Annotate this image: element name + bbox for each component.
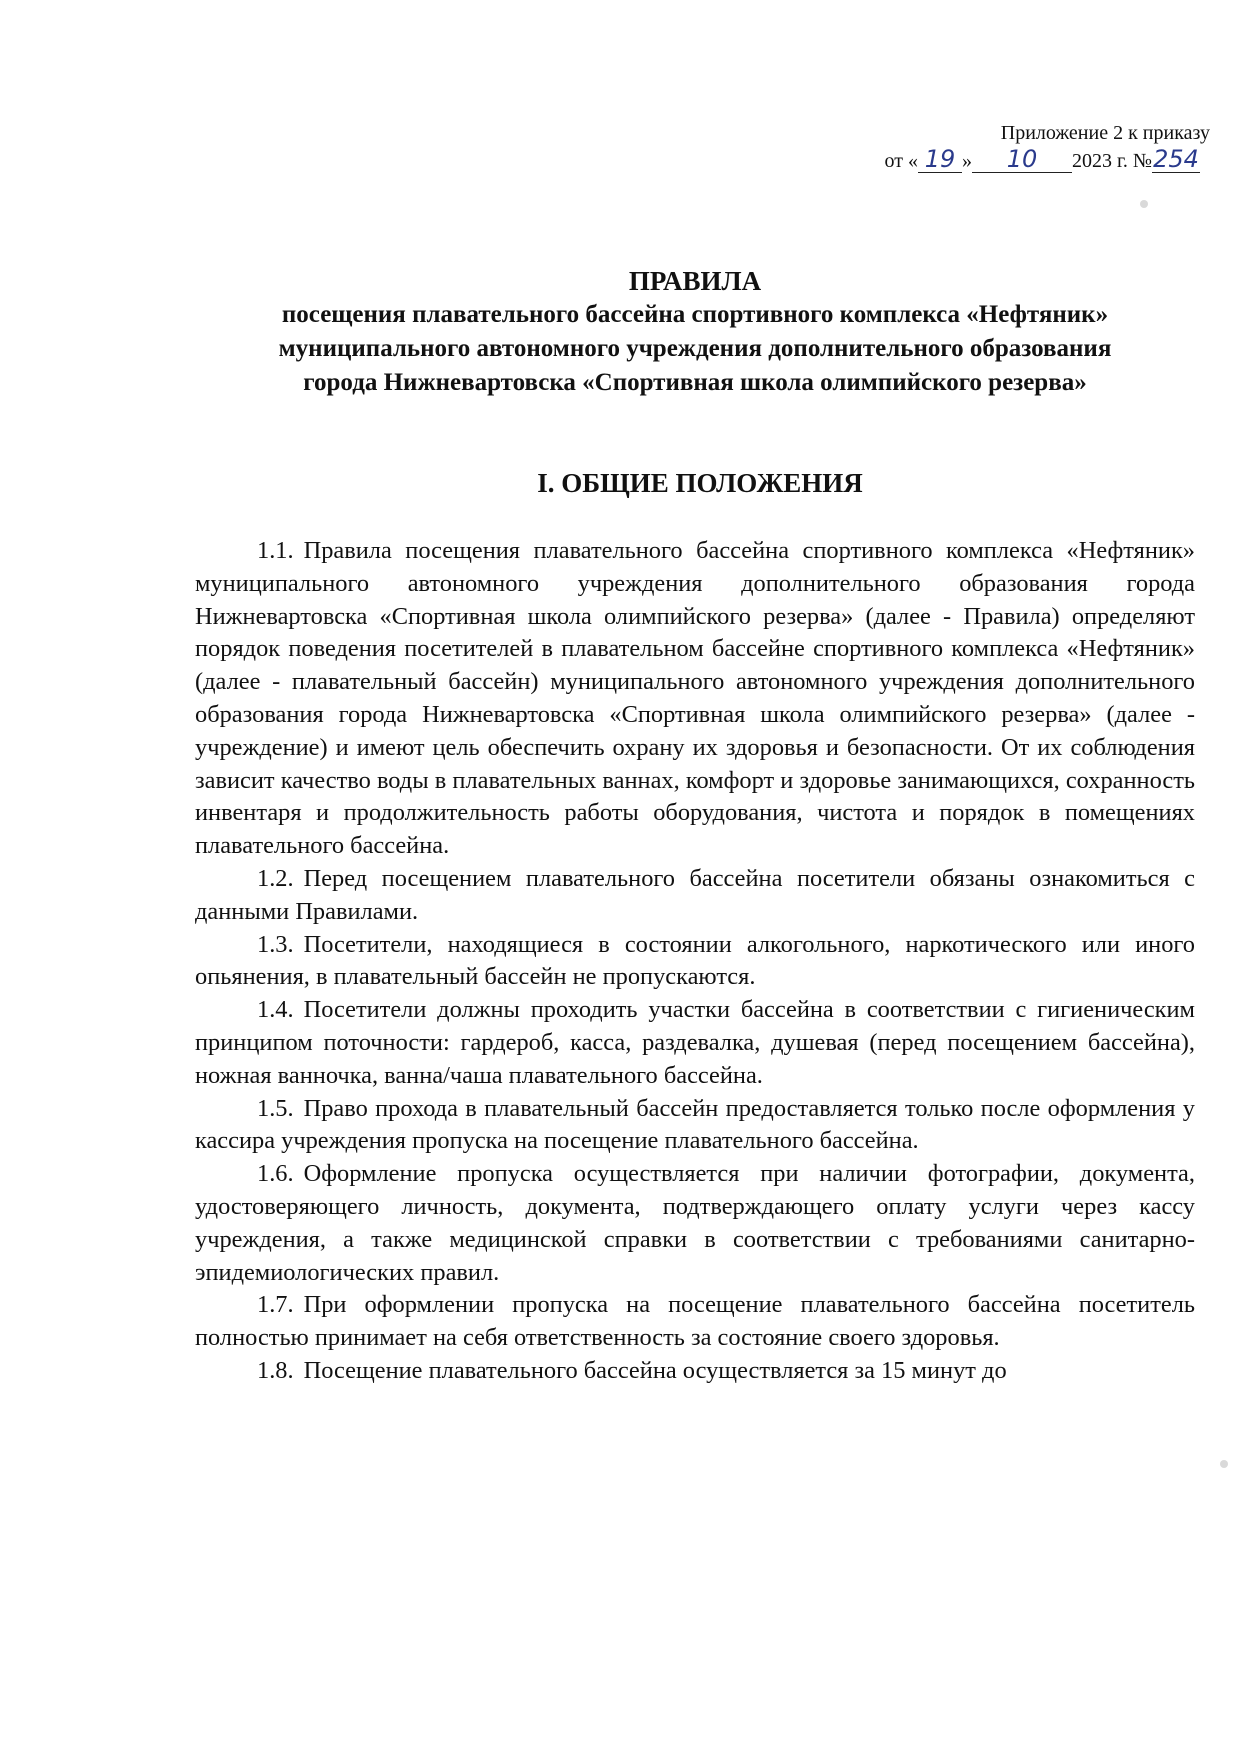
- paragraph-1-6: [195, 1158, 1195, 1289]
- paragraph-number: 1.2.: [257, 864, 294, 892]
- paragraph-number: 1.8.: [257, 1356, 294, 1384]
- paragraph-1-3: [195, 929, 1195, 995]
- appendix-title: Приложение 2 к приказу: [1000, 122, 1210, 144]
- handwritten-month: 10: [972, 146, 1072, 173]
- paragraph-text: Правила посещения плавательного бассейна спортивного комплекса «Нефтяник» муниципального автономного учреждения дополнительного образования города Нижневартовска «Спортивная школа олимпийского резерва» (далее - Правила) определяют порядок поведения посетителей в плавательном бассейне спортивного комплекса «Нефтяник» (далее - плавательный бассейн) муниципального автономного учреждения дополнительного образования города Нижневартовска «Спортивная школа олимпийского резерва» (далее - учреждение) и имеют цель обеспечить охрану их здоровья и безопасности. От их соблюдения зависит качество воды в плавательных ваннах, комфорт и здоровье занимающихся, сохранность инвентаря и продолжительность работы оборудования, чистота и порядок в помещениях плавательного бассейна.: [195, 537, 1195, 860]
- paragraph-number: 1.1.: [257, 537, 294, 564]
- handwritten-day: 19: [918, 146, 962, 173]
- scan-speck: [1220, 1460, 1228, 1468]
- document-subtitle-line-3: города Нижневартовска «Спортивная школа олимпийского резерва»: [303, 369, 1087, 396]
- paragraph-1-1: [195, 535, 1195, 863]
- paragraph-text: Посетители, находящиеся в состоянии алкогольного, наркотического или иного опьянения, в плавательный бассейн не пропускаются.: [195, 930, 1195, 991]
- paragraph-1-8: [195, 1355, 1195, 1388]
- document-subtitle-line-2: муниципального автономного учреждения дополнительного образования: [278, 335, 1112, 362]
- paragraph-text: Право прохода в плавательный бассейн предоставляется только после оформления у кассира учреждения пропуска на посещение плавательного бассейна.: [195, 1094, 1195, 1155]
- paragraph-text: Посетители должны проходить участки бассейна в соответствии с гигиеническим принципом поточности: гардероб, касса, раздевалка, душевая (перед посещением бассейна), ножная ванночка, ванна/чаша плавательного бассейна.: [195, 996, 1195, 1089]
- order-date-line: [790, 146, 1210, 174]
- paragraph-number: 1.4.: [257, 996, 294, 1024]
- paragraph-number: 1.5.: [257, 1094, 294, 1122]
- document-title-block: [180, 264, 1210, 400]
- paragraph-text: Оформление пропуска осуществляется при наличии фотографии, документа, удостоверяющего личность, документа, подтверждающего оплату услуги через кассу учреждения, а также медицинской справки в соответствии с требованиями санитарно-эпидемиологических правил.: [195, 1160, 1195, 1286]
- order-date-quote: »: [961, 150, 972, 172]
- paragraph-1-2: [195, 863, 1195, 929]
- section-body: [195, 535, 1195, 1388]
- appendix-note: [790, 120, 1210, 174]
- paragraph-text: Перед посещением плавательного бассейна посетители обязаны ознакомиться с данными Правилами.: [195, 864, 1195, 925]
- paragraph-1-5: [195, 1093, 1195, 1159]
- paragraph-number: 1.3.: [257, 930, 294, 958]
- paragraph-number: 1.6.: [257, 1160, 294, 1188]
- handwritten-order-number: 254: [1153, 145, 1199, 173]
- document-title: ПРАВИЛА: [628, 266, 762, 296]
- scan-speck: [1140, 200, 1148, 208]
- paragraph-text: Посещение плавательного бассейна осуществляется за 15 минут до: [303, 1356, 1007, 1384]
- order-date-prefix: от «: [884, 150, 918, 172]
- order-year-suffix: 2023 г. №: [1071, 150, 1152, 172]
- section-heading: I. ОБЩИЕ ПОЛОЖЕНИЯ: [537, 468, 863, 498]
- paragraph-text: При оформлении пропуска на посещение плавательного бассейна посетитель полностью принимает на себя ответственность за состояние своего здоровья.: [195, 1291, 1195, 1352]
- document-subtitle-line-1: посещения плавательного бассейна спортивного комплекса «Нефтяник»: [281, 301, 1109, 328]
- paragraph-number: 1.7.: [257, 1291, 294, 1319]
- paragraph-1-7: [195, 1289, 1195, 1355]
- paragraph-1-4: [195, 994, 1195, 1092]
